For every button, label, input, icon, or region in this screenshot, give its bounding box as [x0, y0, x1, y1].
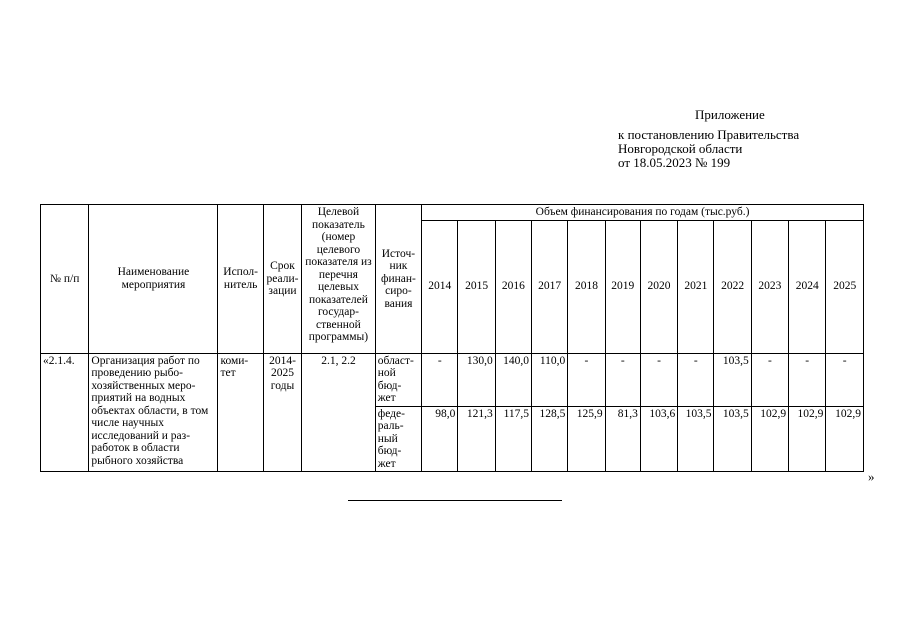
value-cell: -: [678, 353, 714, 406]
value-cell: 103,5: [714, 406, 751, 472]
value-cell: 102,9: [789, 406, 826, 472]
value-cell: 102,9: [826, 406, 864, 472]
value-cell: -: [640, 353, 677, 406]
header-name: Наименование мероприятия: [89, 205, 218, 354]
value-cell: 102,9: [751, 406, 788, 472]
table-row: [41, 353, 864, 406]
row-target: 2.1, 2.2: [302, 353, 376, 472]
value-cell: 103,6: [640, 406, 677, 472]
header-year: 2014: [422, 220, 458, 353]
value-cell: -: [422, 353, 458, 406]
header-target: Целевой показатель (номер целевого показателя из перечня целевых показателей государ-ственной программы): [302, 205, 376, 354]
value-cell: 103,5: [714, 353, 751, 406]
appendix-block: [618, 108, 799, 170]
value-cell: 125,9: [568, 406, 605, 472]
header-year: 2022: [714, 220, 751, 353]
appendix-title: Приложение: [695, 107, 765, 122]
appendix-line-3: от 18.05.2023 № 199: [618, 155, 731, 170]
header-term: Срок реали-зации: [263, 205, 301, 354]
value-cell: 121,3: [458, 406, 495, 472]
value-cell: 128,5: [532, 406, 568, 472]
value-cell: 130,0: [458, 353, 495, 406]
header-year: 2016: [495, 220, 531, 353]
value-cell: 110,0: [532, 353, 568, 406]
header-year: 2021: [678, 220, 714, 353]
header-source: Источ-ник финан-сиро-вания: [375, 205, 421, 354]
value-cell: 140,0: [495, 353, 531, 406]
header-year: 2019: [605, 220, 640, 353]
closing-quote: »: [868, 469, 875, 484]
row-term: 2014-2025 годы: [263, 353, 301, 472]
header-year: 2017: [532, 220, 568, 353]
header-executor: Испол-нитель: [218, 205, 263, 354]
row-executor: коми-тет: [218, 353, 263, 472]
header-num: № п/п: [41, 205, 89, 354]
value-cell: -: [605, 353, 640, 406]
value-cell: -: [826, 353, 864, 406]
header-funding: Объем финансирования по годам (тыс.руб.): [422, 205, 864, 221]
header-year: 2015: [458, 220, 495, 353]
value-cell: -: [789, 353, 826, 406]
source-federal: феде-раль-ный бюд-жет: [375, 406, 421, 472]
row-num: «2.1.4.: [41, 353, 89, 472]
header-year: 2025: [826, 220, 864, 353]
funding-table: [40, 204, 864, 472]
value-cell: 103,5: [678, 406, 714, 472]
footer-divider: [348, 500, 562, 501]
value-cell: 98,0: [422, 406, 458, 472]
value-cell: 117,5: [495, 406, 531, 472]
appendix-line-1: к постановлению Правительства: [618, 127, 800, 142]
header-year: 2023: [751, 220, 788, 353]
header-year: 2018: [568, 220, 605, 353]
header-row-1: [41, 205, 864, 221]
header-year: 2020: [640, 220, 677, 353]
value-cell: -: [568, 353, 605, 406]
header-year: 2024: [789, 220, 826, 353]
value-cell: 81,3: [605, 406, 640, 472]
value-cell: -: [751, 353, 788, 406]
source-regional: област-ной бюд-жет: [375, 353, 421, 406]
appendix-line-2: Новгородской области: [618, 141, 743, 156]
row-name: Организация работ по проведению рыбо-хозяйственных меро-приятий на водных объектах области, в том числе научных исследований и раз-работок в области рыбного хозяйства: [89, 353, 218, 472]
